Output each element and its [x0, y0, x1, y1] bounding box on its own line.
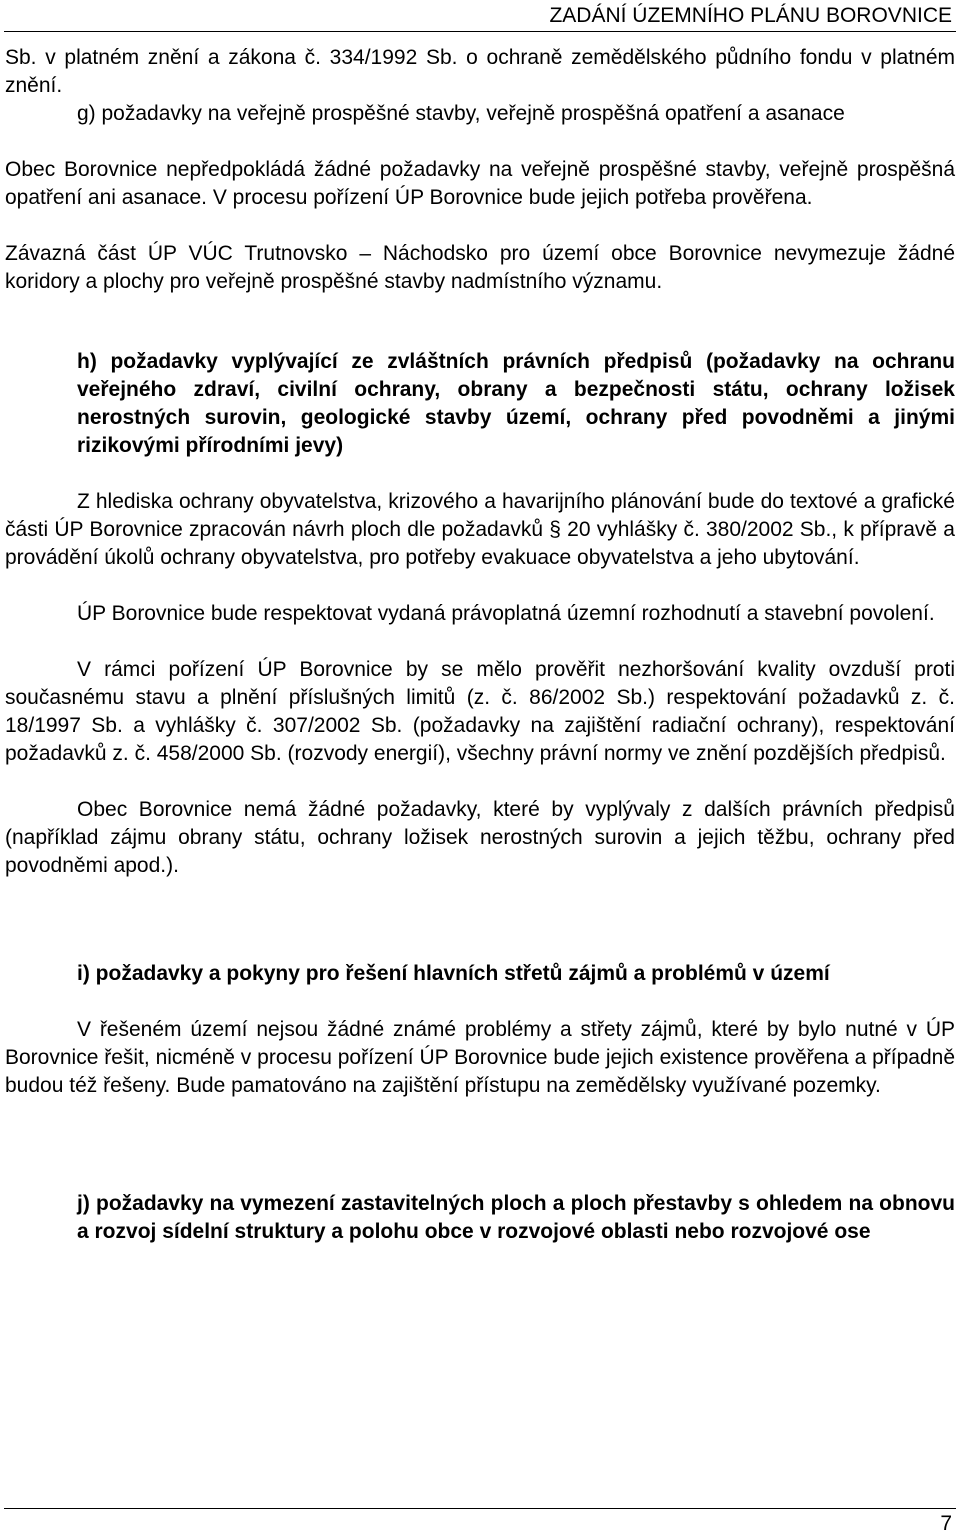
section-g-paragraph-2: Závazná část ÚP VÚC Trutnovsko – Náchodsko pro území obce Borovnice nevymezuje žádné koridory a plochy pro veřejně prospěšné stavby nadmístního významu.	[5, 242, 955, 293]
section-h-paragraph-4: Obec Borovnice nemá žádné požadavky, které by vyplývaly z dalších právních předpisů (například zájmu obrany státu, ochrany ložisek nerostných surovin a jejich těžbu, ochrany před povodněmi apod.).	[5, 798, 955, 877]
footer-divider	[4, 1508, 956, 1509]
section-g-heading: g) požadavky na veřejně prospěšné stavby, veřejně prospěšná opatření a asanace	[77, 102, 845, 125]
intro-paragraph: Sb. v platném znění a zákona č. 334/1992 Sb. o ochraně zemědělského půdního fondu v platném znění.	[5, 46, 955, 97]
header-divider	[4, 31, 956, 32]
section-h-paragraph-1: Z hlediska ochrany obyvatelstva, krizového a havarijního plánování bude do textové a grafické části ÚP Borovnice zpracován návrh ploch dle požadavků § 20 vyhlášky č. 380/2002 Sb., k přípravě a provádění úkolů ochrany obyvatelstva, pro potřeby evakuace obyvatelstva a jeho ubytování.	[5, 490, 955, 569]
section-h-heading: h) požadavky vyplývající ze zvláštních právních předpisů (požadavky na ochranu veřejného zdraví, civilní ochrany, obrany a bezpečnosti státu, ochrany ložisek nerostných surovin, geologické stavby území, ochrany před povodněmi a jinými rizikovými přírodními jevy)	[77, 350, 955, 457]
page-number: 7	[940, 1512, 952, 1535]
section-i-paragraph-1: V řešeném území nejsou žádné známé problémy a střety zájmů, které by bylo nutné v ÚP Borovnice řešit, nicméně v procesu pořízení ÚP Borovnice bude jejich existence prověřena a případně budou též řešeny. Bude pamatováno na zajištění přístupu na zemědělsky využívané pozemky.	[5, 1018, 955, 1097]
section-h-paragraph-3: V rámci pořízení ÚP Borovnice by se mělo prověřit nezhoršování kvality ovzduší proti současnému stavu a plnění příslušných limitů (z. č. 86/2002 Sb.) respektování požadavků z. č. 18/1997 Sb. a vyhlášky č. 307/2002 Sb. (požadavky na zajištění radiační ochrany), respektování požadavků z. č. 458/2000 Sb. (rozvody energií), všechny právní normy ve znění pozdějších předpisů.	[5, 658, 955, 765]
section-h-paragraph-2: ÚP Borovnice bude respektovat vydaná právoplatná územní rozhodnutí a stavební povolení.	[77, 602, 935, 625]
section-i-heading: i) požadavky a pokyny pro řešení hlavních střetů zájmů a problémů v území	[77, 962, 830, 985]
section-g-paragraph-1: Obec Borovnice nepředpokládá žádné požadavky na veřejně prospěšné stavby, veřejně prospěšná opatření ani asanace. V procesu pořízení ÚP Borovnice bude jejich potřeba prověřena.	[5, 158, 955, 209]
page-header-title: ZADÁNÍ ÚZEMNÍHO PLÁNU BOROVNICE	[549, 4, 952, 27]
section-j-heading: j) požadavky na vymezení zastavitelných ploch a ploch přestavby s ohledem na obnovu a rozvoj sídelní struktury a polohu obce v rozvojové oblasti nebo rozvojové ose	[77, 1192, 955, 1243]
document-body	[5, 44, 955, 1246]
